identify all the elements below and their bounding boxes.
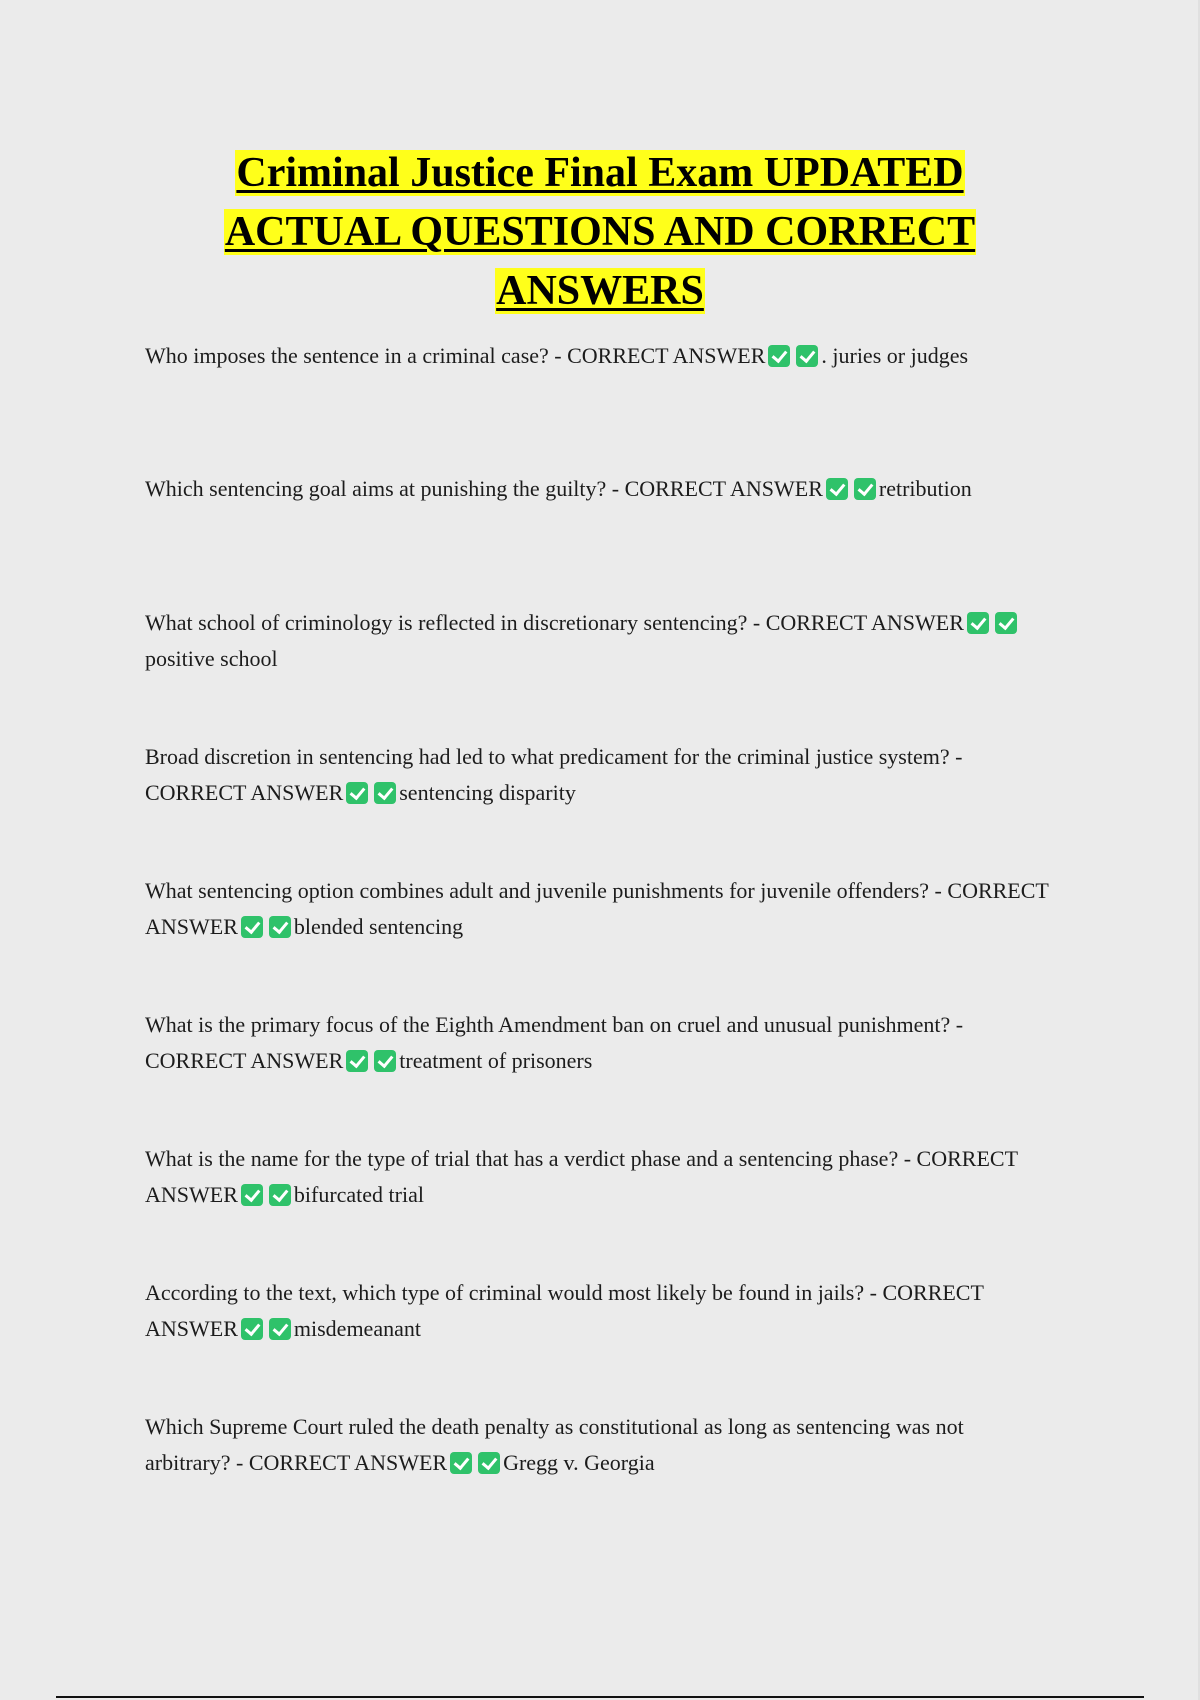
answer-text: Gregg v. Georgia	[503, 1450, 655, 1475]
document-title	[0, 144, 1200, 321]
answer-marker: CORRECT ANSWER	[145, 1048, 344, 1073]
check-icon	[346, 1050, 368, 1072]
check-icon	[478, 1452, 500, 1474]
title-line-2-text: ACTUAL QUESTIONS AND CORRECT	[224, 209, 976, 255]
check-icon	[796, 345, 818, 367]
question-text: According to the text, which type of criminal would most likely be found in jails? -	[145, 1280, 883, 1305]
check-icon	[346, 782, 368, 804]
question-text: What sentencing option combines adult and juvenile punishments for juvenile offenders? -	[145, 878, 948, 903]
answer-text: sentencing disparity	[399, 780, 576, 805]
check-icon	[269, 1318, 291, 1340]
answer-marker: CORRECT ANSWER	[145, 1146, 1018, 1207]
answer-marker: CORRECT ANSWER	[145, 780, 344, 805]
qa-item-6	[145, 1007, 1050, 1079]
question-text: Who imposes the sentence in a criminal case? -	[145, 343, 568, 368]
answer-text: retribution	[878, 476, 972, 501]
check-icon	[967, 612, 989, 634]
answer-marker: CORRECT ANSWER	[248, 1450, 448, 1475]
title-line-2	[0, 203, 1200, 262]
answer-text: . juries or judges	[821, 343, 969, 368]
check-icon	[241, 1184, 263, 1206]
check-icon	[241, 1318, 263, 1340]
answer-marker: CORRECT ANSWER	[145, 1280, 984, 1341]
title-line-1	[0, 144, 1200, 203]
answer-marker: CORRECT ANSWER	[624, 476, 823, 501]
answer-text: positive school	[145, 646, 278, 671]
answer-text: misdemeanant	[293, 1316, 421, 1341]
answer-marker: CORRECT ANSWER	[567, 343, 766, 368]
answer-text: blended sentencing	[293, 914, 464, 939]
question-text: What school of criminology is reflected in discretionary sentencing? -	[145, 610, 766, 635]
check-icon	[241, 916, 263, 938]
page-bottom-rule	[56, 1696, 1144, 1698]
qa-item-4	[145, 739, 1050, 811]
answer-marker: CORRECT ANSWER	[145, 878, 1049, 939]
title-line-3-text: ANSWERS	[496, 268, 704, 314]
qa-item-2	[145, 471, 1050, 507]
title-line-1-text: Criminal Justice Final Exam UPDATED	[236, 150, 964, 196]
title-line-3	[0, 262, 1200, 321]
check-icon	[826, 478, 848, 500]
check-icon	[374, 782, 396, 804]
check-icon	[450, 1452, 472, 1474]
check-icon	[374, 1050, 396, 1072]
question-text: Broad discretion in sentencing had led to what predicament for the criminal justice system? -	[145, 744, 963, 769]
qa-item-7	[145, 1141, 1050, 1213]
answer-text: treatment of prisoners	[399, 1048, 593, 1073]
question-text: What is the name for the type of trial that has a verdict phase and a sentencing phase? -	[145, 1146, 917, 1171]
question-text: Which sentencing goal aims at punishing the guilty? -	[145, 476, 625, 501]
qa-item-3	[145, 605, 1050, 677]
question-text: Which Supreme Court ruled the death penalty as constitutional as long as sentencing was not arbitrary? -	[145, 1414, 964, 1475]
question-text: What is the primary focus of the Eighth Amendment ban on cruel and unusual punishment? -	[145, 1012, 964, 1037]
check-icon	[854, 478, 876, 500]
qa-item-5	[145, 873, 1050, 945]
answer-text: bifurcated trial	[293, 1182, 424, 1207]
check-icon	[768, 345, 790, 367]
check-icon	[269, 1184, 291, 1206]
check-icon	[269, 916, 291, 938]
qa-item-8	[145, 1275, 1050, 1347]
qa-item-9	[145, 1409, 1050, 1481]
check-icon	[995, 612, 1017, 634]
qa-item-1	[145, 338, 1050, 374]
answer-marker: CORRECT ANSWER	[765, 610, 964, 635]
